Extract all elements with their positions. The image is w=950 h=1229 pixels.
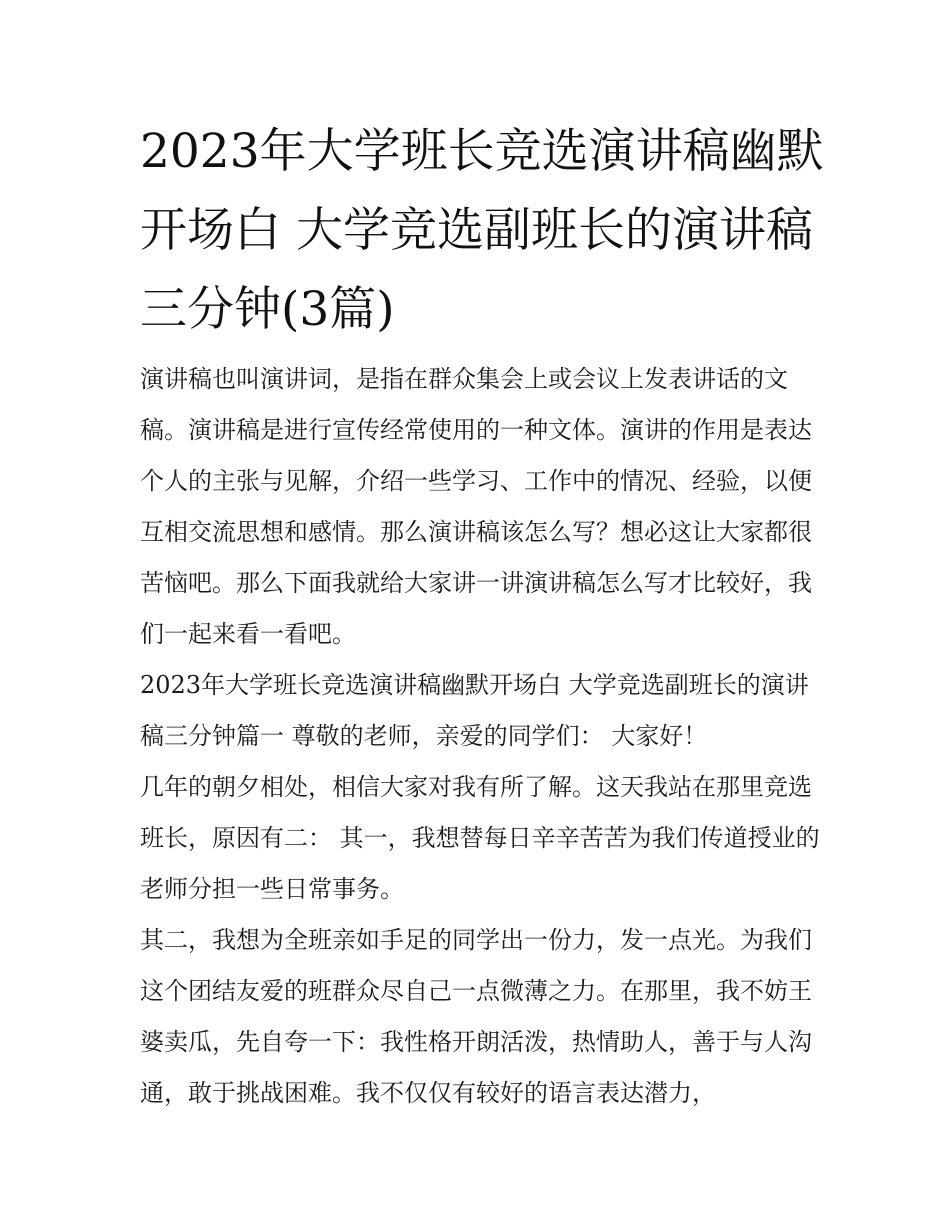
paragraph-reason-one: 几年的朝夕相处，相信大家对我有所了解。这天我站在那里竞选班长，原因有二： 其一，我想替每日辛辛苦苦为我们传道授业的老师分担一些日常事务。: [140, 773, 820, 903]
paragraph-reason-two: 其二，我想为全班亲如手足的同学出一份力，发一点光。为我们这个团结友爱的班群众尽自己一点微薄之力。在那里，我不妨王婆卖瓜，先自夸一下：我性格开朗活泼，热情助人，善于与人沟通，敢于挑战困难。我不仅仅有较好的语言表达潜力，: [140, 926, 812, 1107]
paragraph-speech-opening: 2023年大学班长竞选演讲稿幽默开场白 大学竞选副班长的演讲稿三分钟篇一 尊敬的老师，亲爱的同学们： 大家好！: [140, 671, 809, 750]
document-title: 2023年大学班长竞选演讲稿幽默开场白 大学竞选副班长的演讲稿三分钟(3篇): [140, 124, 824, 337]
paragraph-intro: 演讲稿也叫演讲词，是指在群众集会上或会议上发表讲话的文稿。演讲稿是进行宣传经常使用的一种文体。演讲的作用是表达个人的主张与见解，介绍一些学习、工作中的情况、经验，以便互相交流思想和感情。那么演讲稿该怎么写？想必这让大家都很苦恼吧。那么下面我就给大家讲一讲演讲稿怎么写才比较好，我们一起来看一看吧。: [140, 365, 812, 648]
document-body: [140, 354, 820, 1119]
